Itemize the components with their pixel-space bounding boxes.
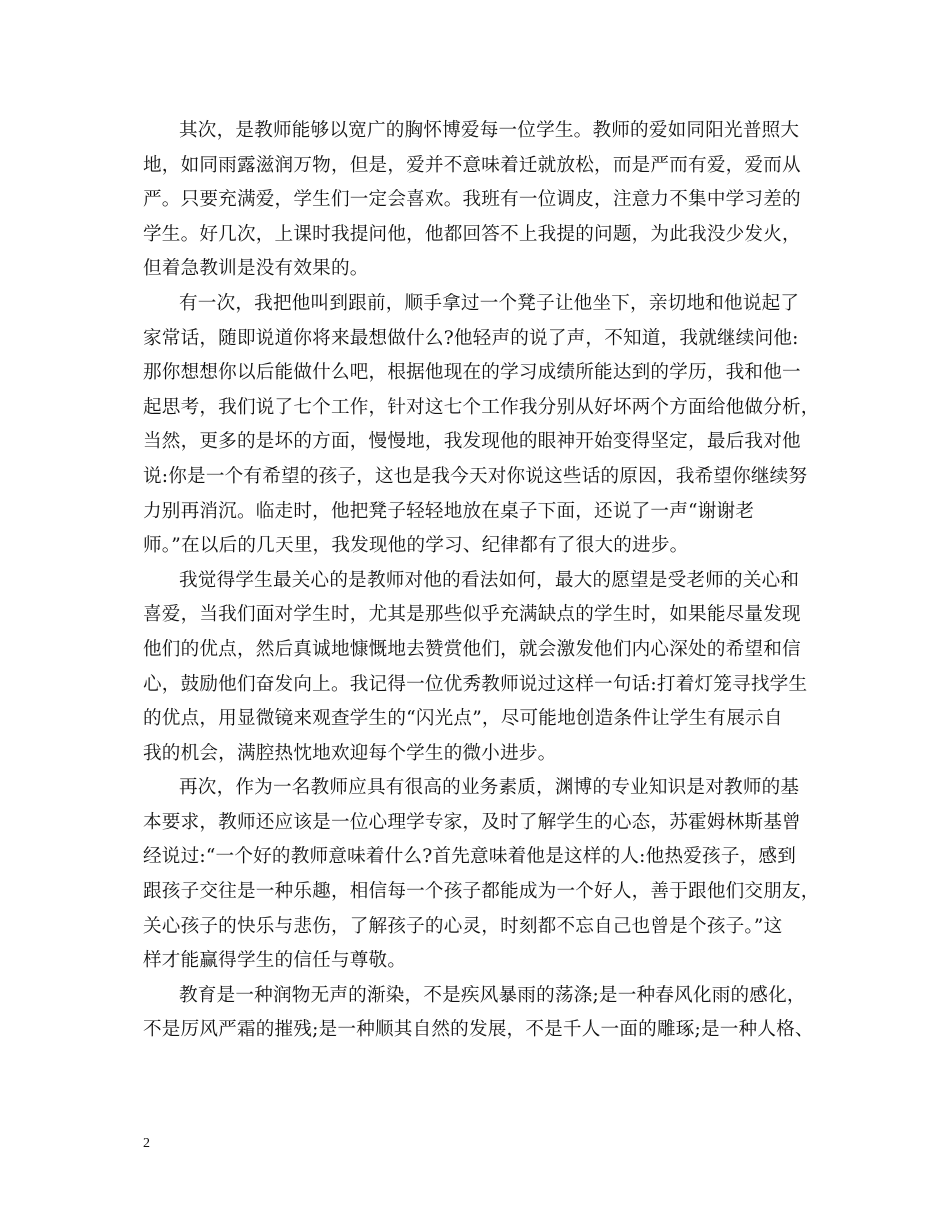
text-line: 当然，更多的是坏的方面，慢慢地，我发现他的眼神开始变得坚定，最后我对他	[143, 431, 801, 453]
text-line: 家常话，随即说道你将来最想做什么?他轻声的说了声，不知道，我就继续问他:	[143, 327, 799, 349]
text-line: 不是厉风严霜的摧残;是一种顺其自然的发展，不是千人一面的雕琢;是一种人格、	[143, 1019, 814, 1041]
text-line: 我觉得学生最关心的是教师对他的看法如何，最大的愿望是受老师的关心和	[179, 569, 800, 591]
text-line: 我的机会，满腔热忱地欢迎每个学生的微小进步。	[143, 742, 557, 764]
text-line: 其次，是教师能够以宽广的胸怀博爱每一位学生。教师的爱如同阳光普照大	[179, 120, 800, 141]
text-line: 说:你是一个有希望的孩子，这也是我今天对你说这些话的原因，我希望你继续努	[143, 465, 808, 487]
body-text	[143, 114, 820, 1048]
page-number: 2	[143, 1136, 150, 1151]
text-line: 师。”在以后的几天里，我发现他的学习、纪律都有了很大的进步。	[143, 535, 689, 557]
text-line: 严。只要充满爱，学生们一定会喜欢。我班有一位调皮，注意力不集中学习差的	[143, 189, 801, 211]
text-line: 他们的优点，然后真诚地慷慨地去赞赏他们，就会激发他们内心深处的希望和信	[143, 638, 801, 660]
text-line: 关心孩子的快乐与悲伤，了解孩子的心灵，时刻都不忘自己也曾是个孩子。”这	[143, 915, 783, 937]
text-line: 心，鼓励他们奋发向上。我记得一位优秀教师说过这样一句话:打着灯笼寻找学生	[143, 673, 808, 695]
text-line: 跟孩子交往是一种乐趣，相信每一个孩子都能成为一个好人，善于跟他们交朋友，	[143, 881, 820, 903]
text-line: 有一次，我把他叫到跟前，顺手拿过一个凳子让他坐下，亲切地和他说起了	[179, 292, 800, 314]
text-line: 本要求，教师还应该是一位心理学专家，及时了解学生的心态，苏霍姆林斯基曾	[143, 811, 801, 833]
text-line: 起思考，我们说了七个工作，针对这七个工作我分别从好坏两个方面给他做分析，	[143, 396, 820, 418]
text-line: 地，如同雨露滋润万物，但是，爱并不意味着迁就放松，而是严而有爱，爱而从	[143, 154, 801, 176]
text-line: 但着急教训是没有效果的。	[143, 258, 369, 280]
text-line: 样才能赢得学生的信任与尊敬。	[143, 950, 407, 972]
text-line: 教育是一种润物无声的渐染，不是疾风暴雨的荡涤;是一种春风化雨的感化，	[179, 984, 806, 1006]
text-line: 学生。好几次，上课时我提问他，他都回答不上我提的问题，为此我没少发火，	[143, 223, 801, 245]
text-line: 的优点，用显微镜来观查学生的“闪光点”，尽可能地创造条件让学生有展示自	[143, 708, 783, 730]
text-line: 那你想想你以后能做什么吧，根据他现在的学习成绩所能达到的学历，我和他一	[143, 362, 801, 384]
text-line: 再次，作为一名教师应具有很高的业务素质，渊博的专业知识是对教师的基	[179, 777, 800, 799]
text-line: 力别再消沉。临走时，他把凳子轻轻地放在桌子下面，还说了一声“谢谢老	[143, 500, 755, 522]
text-line: 经说过:“一个好的教师意味着什么?首先意味着他是这样的人:他热爱孩子，感到	[143, 846, 796, 868]
text-line: 喜爱，当我们面对学生时，尤其是那些似乎充满缺点的学生时，如果能尽量发现	[143, 604, 801, 626]
